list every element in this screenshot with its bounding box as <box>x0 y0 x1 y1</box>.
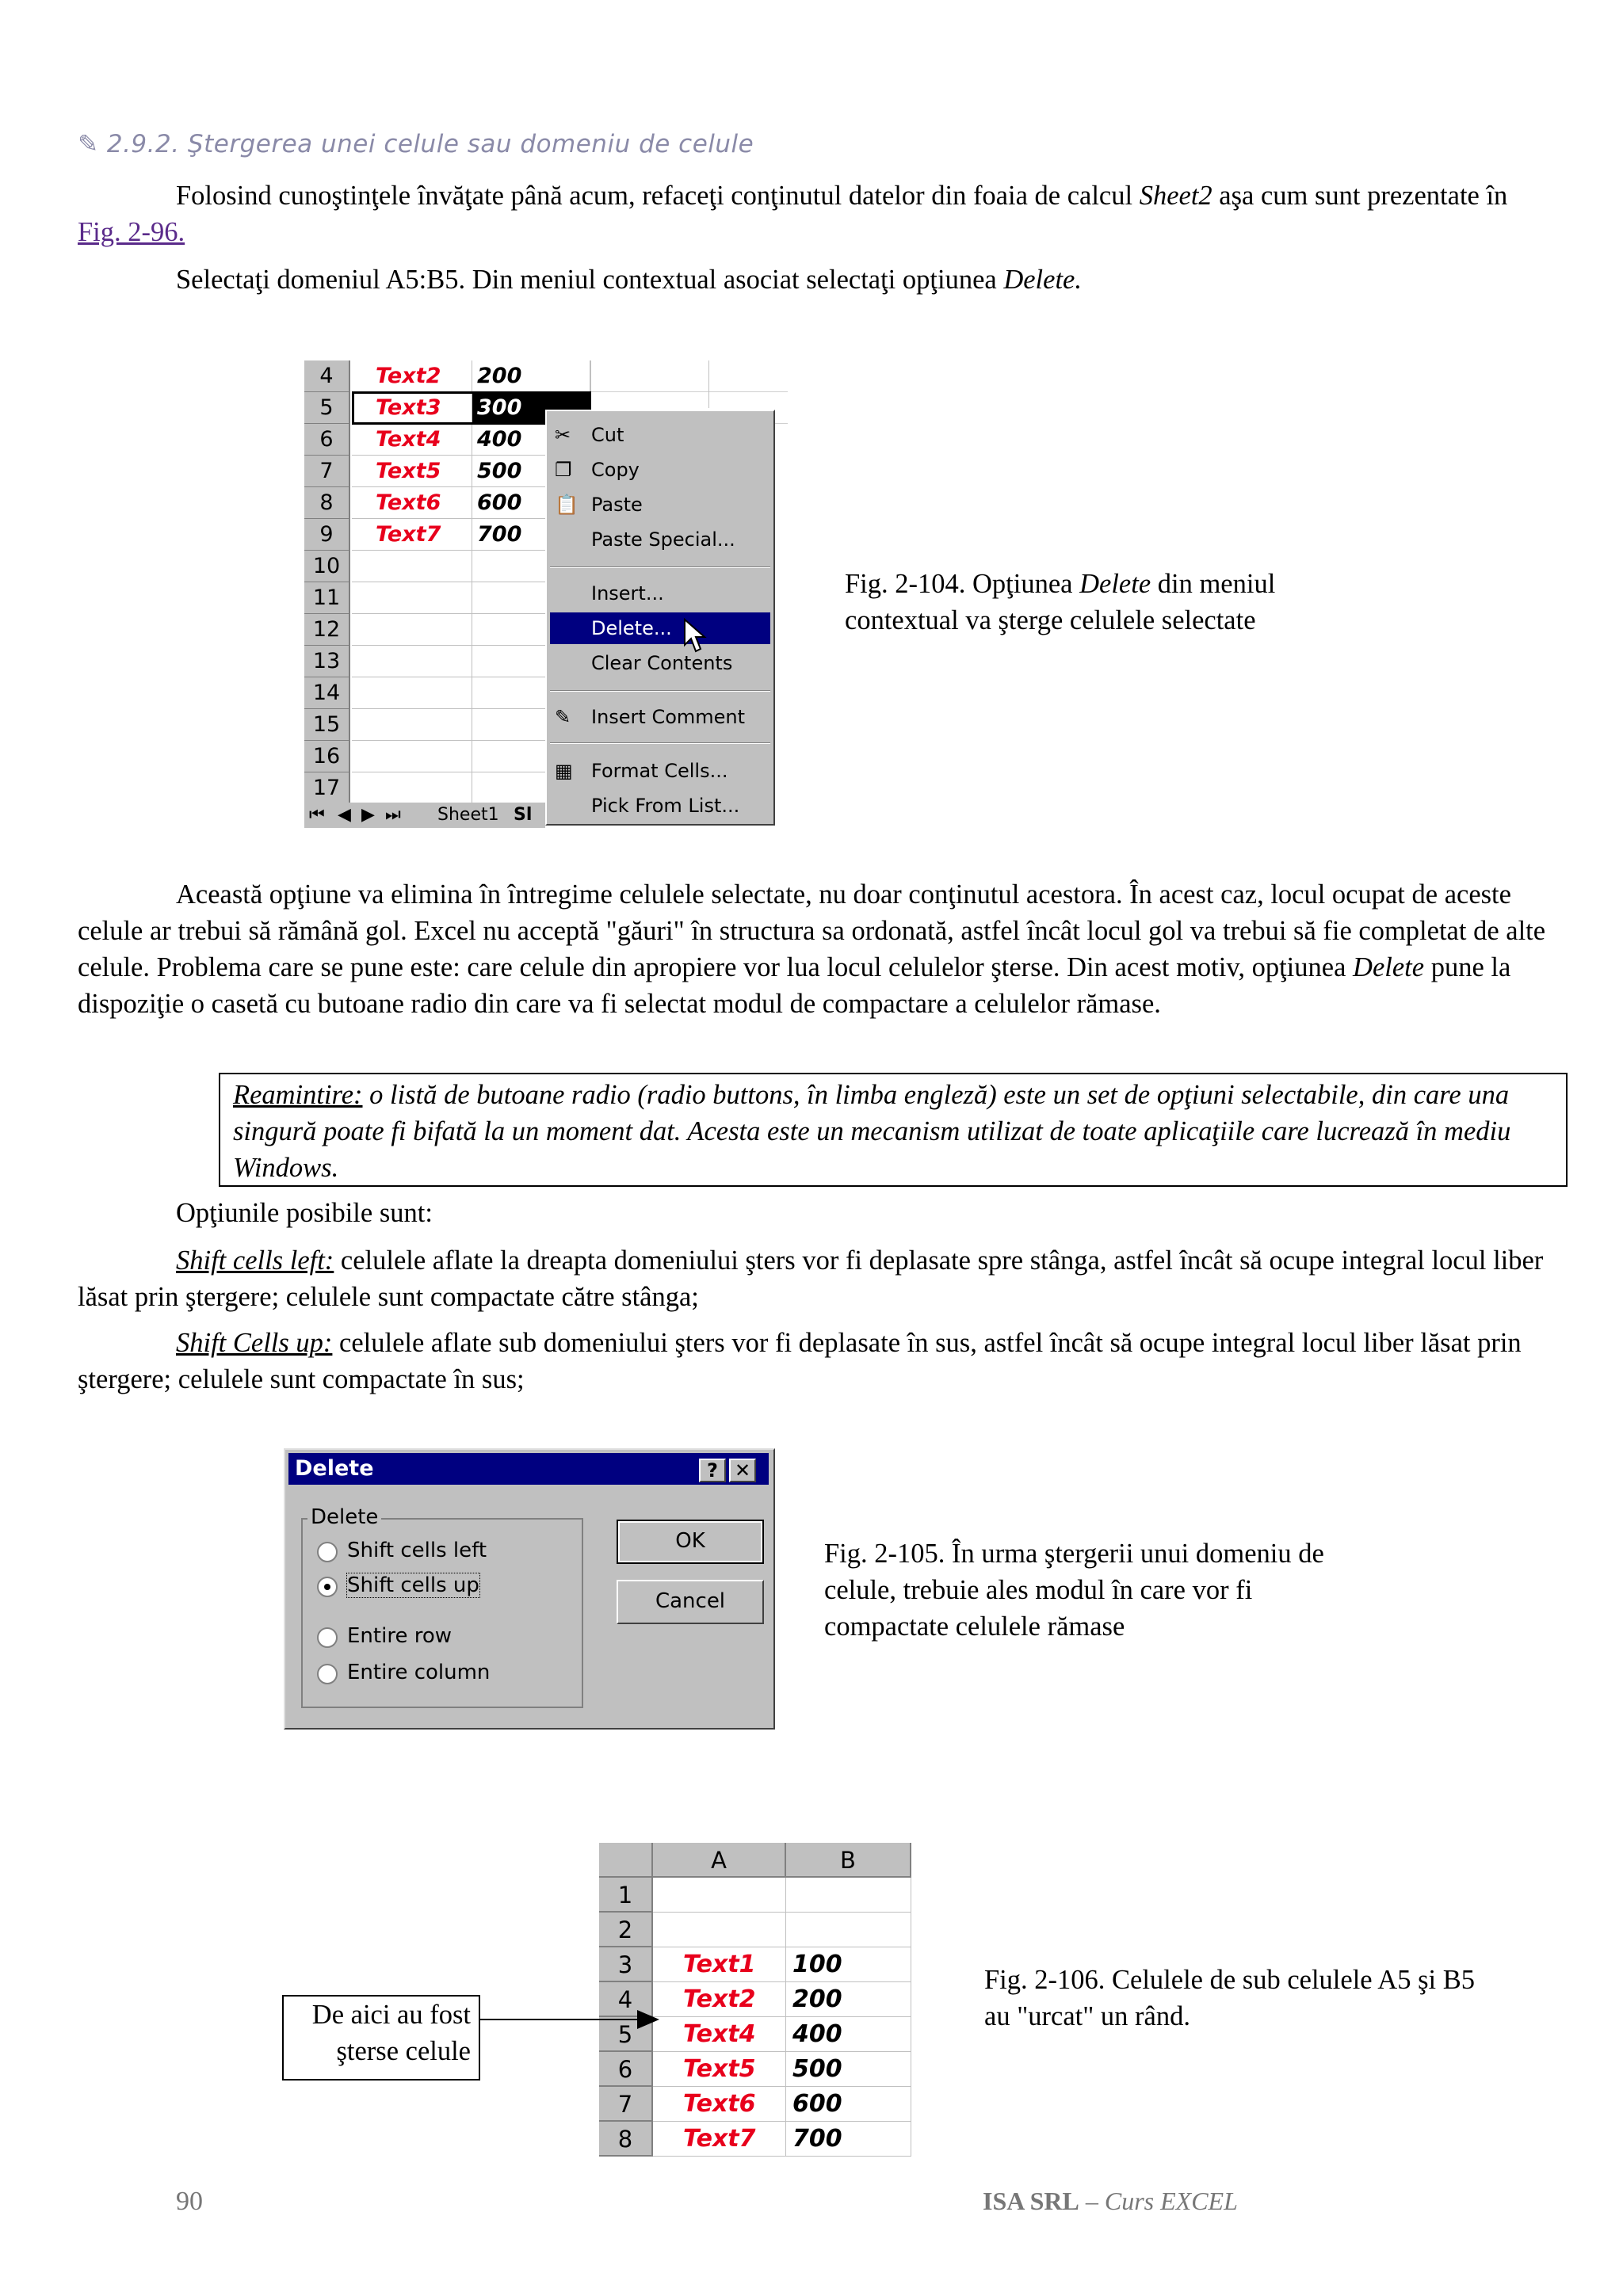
caption-text-b: din meniul contextual va şterge celulele selectate <box>845 569 1276 635</box>
cell-b[interactable] <box>786 1913 911 1947</box>
cell-a[interactable] <box>352 551 472 582</box>
paragraph-options <box>78 1195 1556 1231</box>
section-heading-text: 2.9.2. Ştergerea unei celule sau domeniu de celule <box>106 130 754 158</box>
footer-sep: – <box>1079 2187 1105 2215</box>
group-label: Delete <box>307 1505 381 1529</box>
row-header[interactable]: 7 <box>304 456 350 487</box>
row-header[interactable]: 3 <box>599 1947 653 1982</box>
cell-a[interactable] <box>352 677 472 709</box>
dialog-title: Delete <box>295 1456 374 1481</box>
cell-a[interactable] <box>352 741 472 772</box>
row-header[interactable]: 12 <box>304 614 350 646</box>
row-header[interactable]: 4 <box>599 1982 653 2017</box>
row-header[interactable]: 17 <box>304 772 350 804</box>
delete-dialog <box>284 1448 775 1730</box>
menu-item-label: Cut <box>591 424 624 446</box>
cell-a[interactable] <box>352 614 472 646</box>
fig-2-104-caption <box>845 566 1360 639</box>
row-header[interactable]: 8 <box>599 2122 653 2157</box>
menu-item-paste[interactable] <box>550 489 770 521</box>
cell-b[interactable]: 700 <box>786 2122 911 2157</box>
menu-item-delete[interactable] <box>550 612 770 644</box>
p1-text-a: Folosind cunoştinţele învăţate până acum, refaceţi conţinutul datelor din foaia de calcul <box>176 181 1140 211</box>
menu-item-label: Format Cells... <box>591 760 728 782</box>
cell-b[interactable]: 400 <box>786 2017 911 2052</box>
help-icon: ? <box>707 1459 718 1482</box>
menu-separator <box>550 690 770 692</box>
row-header[interactable]: 10 <box>304 551 350 582</box>
menu-item-paste-special[interactable] <box>550 524 770 555</box>
reminder-label: Reamintire: <box>233 1080 363 1110</box>
cell-a[interactable] <box>352 646 472 677</box>
callout-box <box>282 1995 480 2081</box>
paragraph-shift-left <box>78 1242 1556 1315</box>
cell-a[interactable] <box>352 709 472 741</box>
sheet2-ref: Sheet2 <box>1139 181 1212 211</box>
comment-icon: ✎ <box>555 706 571 728</box>
paragraph-shift-up <box>78 1325 1556 1398</box>
cell-a[interactable] <box>653 1913 786 1947</box>
row-header[interactable]: 16 <box>304 741 350 772</box>
row-header[interactable]: 4 <box>304 360 350 392</box>
menu-item-label: Pick From List... <box>591 795 740 817</box>
row-header[interactable]: 2 <box>599 1913 653 1947</box>
cell-b[interactable]: 500 <box>786 2052 911 2087</box>
shift-left-label: Shift cells left: <box>176 1245 334 1276</box>
radio-entire-row[interactable] <box>317 1627 338 1648</box>
footer-course: Curs EXCEL <box>1104 2187 1238 2215</box>
row-header[interactable]: 6 <box>304 424 350 456</box>
callout-arrow-icon <box>479 2008 661 2031</box>
cell-a[interactable]: Text4 <box>653 2017 786 2052</box>
caption-text-a: Fig. 2-104. Opţiunea <box>845 569 1080 599</box>
p3-text: Această opţiune va elimina în întregime celulele selectate, nu doar conţinutul acestora. În acest caz, locul ocupat de aceste celule ar trebui să rămână gol. Excel nu acceptă "găuri" în structura sa ordonată, astfel încât locul gol va trebui să fie completat de alte celule. Problema care se pune este: care celule din apropiere vor lua locul celulelor şterse. Din acest motiv, opţiunea <box>78 879 1546 982</box>
corner-header[interactable] <box>599 1843 653 1878</box>
paragraph-intro <box>78 177 1556 250</box>
row-header[interactable]: 9 <box>304 519 350 551</box>
cell-b[interactable]: 600 <box>786 2087 911 2122</box>
last-sheet-icon[interactable]: ⏭ <box>385 805 401 825</box>
section-heading <box>78 130 754 158</box>
menu-separator <box>550 566 770 568</box>
menu-item-insert-comment[interactable] <box>550 701 770 733</box>
cell-a[interactable]: Text6 <box>653 2087 786 2122</box>
scissors-icon: ✂ <box>555 424 571 446</box>
shift-up-label: Shift Cells up: <box>176 1328 333 1358</box>
cell-b[interactable]: 300 <box>472 392 591 424</box>
footer-title <box>983 2187 1238 2216</box>
prev-sheet-icon[interactable]: ◀ <box>338 805 351 825</box>
cell-a[interactable]: Text6 <box>352 487 472 519</box>
paragraph-select <box>78 261 1556 298</box>
cell-b[interactable]: 500 <box>472 456 591 487</box>
cell-a[interactable]: Text7 <box>653 2122 786 2157</box>
menu-item-pick-from-list[interactable] <box>550 790 770 822</box>
dialog-title-bar <box>288 1453 769 1485</box>
cell-a[interactable]: Text2 <box>352 360 472 392</box>
next-sheet-icon[interactable]: ▶ <box>361 805 375 825</box>
menu-item-format-cells[interactable] <box>550 755 770 787</box>
p3-text-b: pune la dispoziţie o casetă cu butoane radio din care va fi selectat modul de compactare a celulelor rămase. <box>78 952 1511 1019</box>
label-shift-cells-left[interactable]: Shift cells left <box>347 1539 487 1562</box>
help-button[interactable] <box>699 1459 726 1482</box>
row-header[interactable]: 14 <box>304 677 350 709</box>
menu-item-label: Insert Comment <box>591 706 746 728</box>
caption-delete: Delete <box>1079 569 1151 599</box>
reminder-box <box>219 1073 1568 1187</box>
row-header[interactable]: 6 <box>599 2052 653 2087</box>
column-header-a[interactable]: A <box>653 1843 786 1878</box>
close-icon: ✕ <box>734 1459 751 1482</box>
row-header[interactable]: 13 <box>304 646 350 677</box>
fig-2-106-caption: Fig. 2-106. Celulele de sub celulele A5 şi B5 au "urcat" un rând. <box>984 1965 1475 2031</box>
pencil-icon: ✎ <box>78 130 99 158</box>
row-header[interactable]: 8 <box>304 487 350 519</box>
first-sheet-icon[interactable]: ⏮ <box>309 805 325 825</box>
menu-separator <box>550 742 770 744</box>
row-header[interactable]: 11 <box>304 582 350 614</box>
menu-item-label: Paste Special... <box>591 528 735 551</box>
format-cells-icon: ▦ <box>555 760 573 782</box>
callout-line-2: şterse celule <box>336 2036 471 2066</box>
shift-up-text: celulele aflate sub domeniului şters vor fi deplasate în sus, astfel încât să ocupe integral locul liber lăsat prin ştergere; celulele sunt compactate în sus; <box>78 1328 1522 1394</box>
cell-b[interactable]: 200 <box>786 1982 911 2017</box>
cell-b[interactable]: 400 <box>472 424 591 456</box>
cell-a[interactable]: Text5 <box>653 2052 786 2087</box>
sheet-tabs-bar <box>304 803 545 828</box>
menu-item-cut[interactable] <box>550 419 770 451</box>
column-header-b[interactable]: B <box>786 1843 911 1878</box>
label-entire-row[interactable]: Entire row <box>347 1624 452 1648</box>
cell-a[interactable]: Text1 <box>653 1947 786 1982</box>
p2-text: Selectaţi domeniul A5:B5. Din meniul contextual asociat selectaţi opţiunea <box>176 265 1004 295</box>
cell-b[interactable] <box>786 1878 911 1913</box>
radio-shift-cells-up[interactable] <box>317 1577 338 1597</box>
cell-a[interactable]: Text7 <box>352 519 472 551</box>
menu-item-copy[interactable] <box>550 454 770 486</box>
paragraph-explanation <box>78 876 1556 1022</box>
cell-a[interactable] <box>352 772 472 804</box>
radio-shift-cells-left[interactable] <box>317 1542 338 1562</box>
shift-left-text: celulele aflate la dreapta domeniului şters vor fi deplasate spre stânga, astfel încât să ocupe integral locul liber lăsat prin ştergere; celulele sunt compactate către stânga; <box>78 1245 1544 1312</box>
p3-delete: Delete <box>1353 952 1425 982</box>
cell-c[interactable] <box>591 360 788 392</box>
copy-icon: ❐ <box>555 459 572 481</box>
p1-text-b: aşa cum sunt prezentate în <box>1212 181 1508 211</box>
cancel-button[interactable]: Cancel <box>617 1580 764 1624</box>
reminder-text: o listă de butoane radio (radio buttons, în limba engleză) este un set de opţiuni selectabile, din care una singură poate fi bifată la un moment dat. Acesta este un mecanism utilizat de toate aplicaţiile care lucrează în mediu Windows. <box>233 1080 1511 1183</box>
label-entire-column[interactable]: Entire column <box>347 1661 491 1684</box>
sheet-tab-sheet1[interactable]: Sheet1 <box>437 805 499 825</box>
sheet-tab-sheet2[interactable]: Sl <box>514 805 533 825</box>
row-header[interactable]: 5 <box>599 2017 653 2052</box>
fig-2-105-caption: Fig. 2-105. În urma ştergerii unui domeniu de celule, trebuie ales modul în care vor fi compactate celulele rămase <box>824 1539 1324 1642</box>
row-header[interactable]: 15 <box>304 709 350 741</box>
close-button[interactable] <box>729 1459 756 1482</box>
footer-brand: ISA SRL <box>983 2187 1079 2215</box>
ok-button[interactable]: OK <box>617 1520 764 1564</box>
menu-item-clear-contents[interactable] <box>550 647 770 679</box>
context-menu <box>545 410 775 826</box>
fig-2-96-link[interactable]: Fig. 2-96. <box>78 217 185 247</box>
callout-line-1: De aici au fost <box>311 2000 471 2030</box>
spreadsheet-figure-3 <box>599 1843 911 2157</box>
cell-a[interactable] <box>653 1878 786 1913</box>
page-number: 90 <box>176 2187 203 2216</box>
mouse-cursor-icon <box>683 618 707 654</box>
label-shift-cells-up[interactable]: Shift cells up <box>347 1573 479 1597</box>
menu-item-label: Delete... <box>591 617 672 639</box>
cell-a[interactable]: Text2 <box>653 1982 786 2017</box>
delete-ref: Delete. <box>1003 265 1082 295</box>
row-header[interactable]: 5 <box>304 392 350 424</box>
cell-b[interactable]: 100 <box>786 1947 911 1982</box>
menu-item-label: Clear Contents <box>591 652 733 674</box>
row-header[interactable]: 1 <box>599 1878 653 1913</box>
cell-a[interactable]: Text5 <box>352 456 472 487</box>
menu-item-label: Copy <box>591 459 640 481</box>
clipboard-icon: 📋 <box>555 494 579 516</box>
cell-b[interactable]: 200 <box>472 360 591 392</box>
cell-b[interactable]: 600 <box>472 487 591 519</box>
menu-item-insert[interactable] <box>550 578 770 609</box>
grid-line <box>708 360 709 408</box>
cell-a[interactable]: Text3 <box>352 392 472 424</box>
cell-a[interactable] <box>352 582 472 614</box>
radio-entire-column[interactable] <box>317 1664 338 1684</box>
menu-item-label: Paste <box>591 494 643 516</box>
p4-text: Opţiunile posibile sunt: <box>176 1198 433 1228</box>
menu-item-label: Insert... <box>591 582 664 605</box>
cell-a[interactable]: Text4 <box>352 424 472 456</box>
cell-b[interactable]: 700 <box>472 519 591 551</box>
row-header[interactable]: 7 <box>599 2087 653 2122</box>
